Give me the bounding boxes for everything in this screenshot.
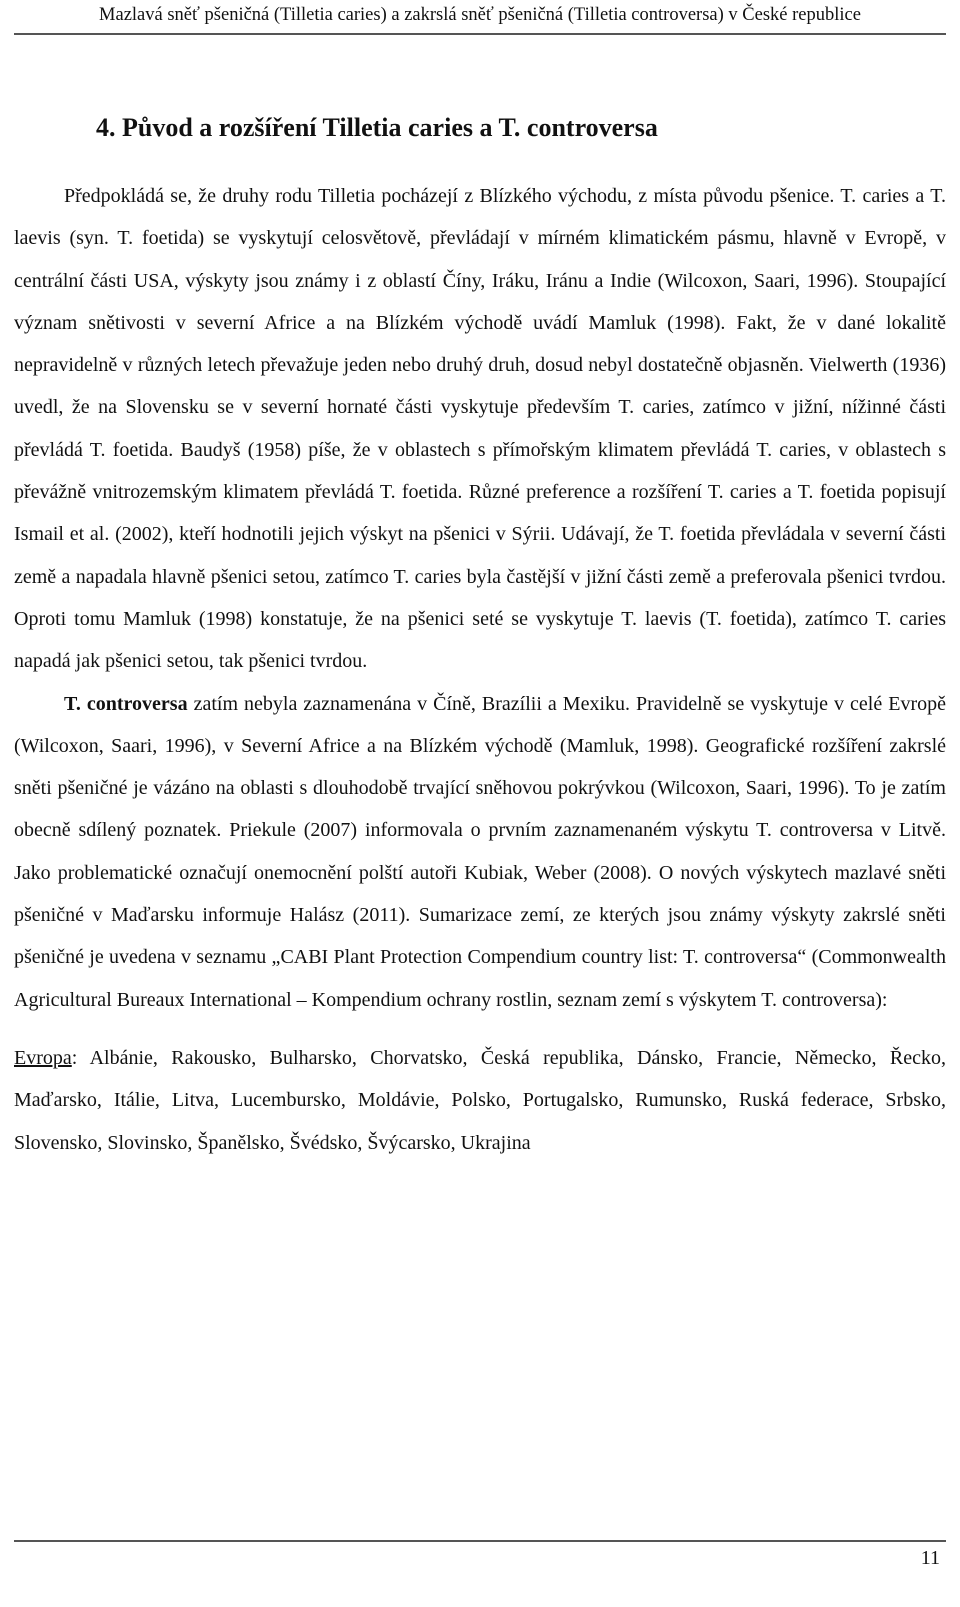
country-list-text: : Albánie, Rakousko, Bulharsko, Chorvatsko, Česká republika, Dánsko, Francie, Německo, Řecko, Maďarsko, Itálie, Litva, Lucembursko, Moldávie, Polsko, Portugalsko, Rumunsko, Ruská federace, Srbsko, Slovensko, Slovinsko, Španělsko, Švédsko, Švýcarsko, Ukrajina <box>14 1046 946 1154</box>
header-rule <box>14 33 946 35</box>
page-number: 11 <box>920 1547 940 1569</box>
region-label-europe: Evropa <box>14 1046 72 1069</box>
paragraph-controversa <box>14 683 946 1021</box>
paragraph-lead-term: T. controversa <box>64 692 188 715</box>
paragraph-origin: Předpokládá se, že druhy rodu Tilletia pocházejí z Blízkého východu, z místa původu pšenice. T. caries a T. laevis (syn. T. foetida) se vyskytují celosvětově, převládají v mírném klimatickém pásmu, hlavně v Evropě, v centrální části USA, výskyty jsou známy i z oblastí Číny, Iráku, Iránu a Indie (Wilcoxon, Saari, 1996). Stoupající význam snětivosti v severní Africe a na Blízkém východě uvádí Mamluk (1998). Fakt, že v dané lokalitě nepravidelně v různých letech převažuje jeden nebo druhý druh, dosud nebyl dostatečně objasněn. Vielwerth (1936) uvedl, že na Slovensku se v severní hornaté části vyskytuje především T. caries, zatímco v jižní, nížinné části převládá T. foetida. Baudyš (1958) píše, že v oblastech s přímořským klimatem převládá T. caries, v oblastech s převážně vnitrozemským klimatem převládá T. foetida. Různé preference a rozšíření T. caries a T. foetida popisují Ismail et al. (2002), kteří hodnotili jejich výskyt na pšenici v Sýrii. Udávají, že T. foetida převládala v severní části země a napadala hlavně pšenici setou, zatímco T. caries byla častější v jižní části země a preferovala pšenici tvrdou. Oproti tomu Mamluk (1998) konstatuje, že na pšenici seté se vyskytuje T. laevis (T. foetida), zatímco T. caries napadá jak pšenici setou, tak pšenici tvrdou. <box>14 185 946 673</box>
paragraph-controversa-text: zatím nebyla zaznamenána v Číně, Brazílii a Mexiku. Pravidelně se vyskytuje v celé Evropě (Wilcoxon, Saari, 1996), v Severní Africe a na Blízkém východě (Mamluk, 1998). Geografické rozšíření zakrslé sněti pšeničné je vázáno na oblasti s dlouhodobě trvající sněhovou pokrývkou (Wilcoxon, Saari, 1996). To je zatím obecně sdílený poznatek. Priekule (2007) informovala o prvním zaznamenaném výskytu T. controversa v Litvě. Jako problematické označují onemocnění polští autoři Kubiak, Weber (2008). O nových výskytech mazlavé sněti pšeničné v Maďarsku informuje Halász (2011). Sumarizace zemí, ze kterých jsou známy výskyty zakrslé sněti pšeničné je uvedena v seznamu „CABI Plant Protection Compendium country list: T. controversa“ (Commonwealth Agricultural Bureaux International – Kompendium ochrany rostlin, seznam zemí s výskytem T. controversa): <box>14 692 946 1011</box>
footer-rule <box>14 1540 946 1542</box>
running-header: Mazlavá sněť pšeničná (Tilletia caries) a zakrslá sněť pšeničná (Tilletia controversa) v České republice <box>99 5 861 25</box>
paragraph-europe-list <box>14 1037 946 1164</box>
section-heading: 4. Původ a rozšíření Tilletia caries a T. controversa <box>96 113 658 142</box>
page-content <box>14 108 946 1164</box>
